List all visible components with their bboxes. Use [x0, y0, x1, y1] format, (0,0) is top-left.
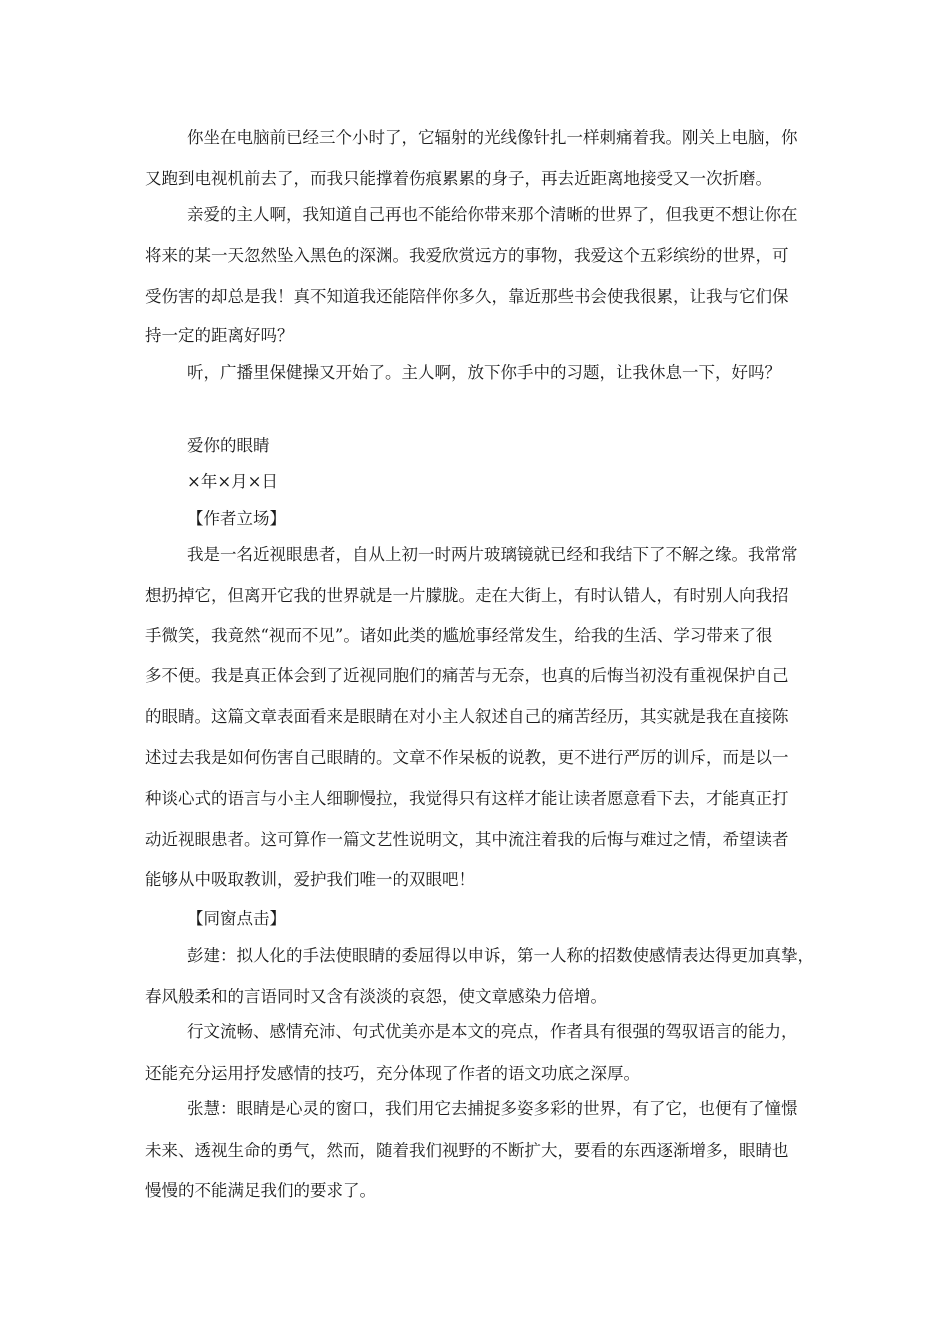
paragraph-line: 能够从中吸取教训，爱护我们唯一的双眼吧！: [145, 870, 475, 889]
paragraph-line: 又跑到电视机前去了，而我只能撑着伤痕累累的身子，再去近距离地接受又一次折磨。: [145, 169, 772, 188]
paragraph-line: 想扔掉它，但离开它我的世界就是一片朦胧。走在大街上，有时认错人，有时别人向我招: [145, 586, 789, 605]
paragraph-line: 将来的某一天忽然坠入黑色的深渊。我爱欣赏远方的事物，我爱这个五彩缤纷的世界，可: [145, 246, 789, 265]
paragraph-line: 行文流畅、感情充沛、句式优美亦是本文的亮点，作者具有很强的驾驭语言的能力，: [187, 1022, 798, 1041]
signature-name: 爱你的眼睛: [187, 436, 270, 455]
paragraph-line: 未来、透视生命的勇气，然而，随着我们视野的不断扩大，要看的东西逐渐增多，眼睛也: [145, 1141, 789, 1160]
paragraph-line: 慢慢的不能满足我们的要求了。: [145, 1181, 376, 1200]
paragraph-line: 种谈心式的语言与小主人细聊慢拉，我觉得只有这样才能让读者愿意看下去，才能真正打: [145, 789, 789, 808]
paragraph-line: 听，广播里保健操又开始了。主人啊，放下你手中的习题，让我休息一下，好吗？: [187, 363, 781, 382]
paragraph-line: 张慧：眼睛是心灵的窗口，我们用它去捕捉多姿多彩的世界，有了它，也便有了憧憬: [187, 1099, 798, 1118]
paragraph-line: 还能充分运用抒发感情的技巧，充分体现了作者的语文功底之深厚。: [145, 1064, 640, 1083]
paragraph-line: 你坐在电脑前已经三个小时了，它辐射的光线像针扎一样刺痛着我。刚关上电脑，你: [187, 128, 798, 147]
paragraph-line: 亲爱的主人啊，我知道自己再也不能给你带来那个清晰的世界了，但我更不想让你在: [187, 205, 798, 224]
paragraph-line: 彭建：拟人化的手法使眼睛的委屈得以申诉，第一人称的招数使感情表达得更加真挚，: [187, 946, 814, 965]
signature-date: ×年×月×日: [187, 472, 278, 491]
paragraph-line: 受伤害的却总是我！真不知道我还能陪伴你多久，靠近那些书会使我很累，让我与它们保: [145, 287, 789, 306]
paragraph-line: 春风般柔和的言语同时又含有淡淡的哀怨，使文章感染力倍增。: [145, 987, 607, 1006]
section-heading: 【同窗点击】: [187, 909, 286, 928]
paragraph-line: 动近视眼患者。这可算作一篇文艺性说明文，其中流注着我的后悔与难过之情，希望读者: [145, 830, 789, 849]
paragraph-line: 多不便。我是真正体会到了近视同胞们的痛苦与无奈，也真的后悔当初没有重视保护自己: [145, 666, 789, 685]
paragraph-line: 手微笑，我竟然“视而不见”。诸如此类的尴尬事经常发生，给我的生活、学习带来了很: [145, 626, 773, 645]
paragraph-line: 的眼睛。这篇文章表面看来是眼睛在对小主人叙述自己的痛苦经历，其实就是我在直接陈: [145, 707, 789, 726]
section-heading: 【作者立场】: [187, 509, 286, 528]
paragraph-line: 述过去我是如何伤害自己眼睛的。文章不作呆板的说教，更不进行严厉的训斥，而是以一: [145, 748, 789, 767]
paragraph-line: 持一定的距离好吗？: [145, 326, 294, 345]
paragraph-line: 我是一名近视眼患者，自从上初一时两片玻璃镜就已经和我结下了不解之缘。我常常: [187, 545, 798, 564]
